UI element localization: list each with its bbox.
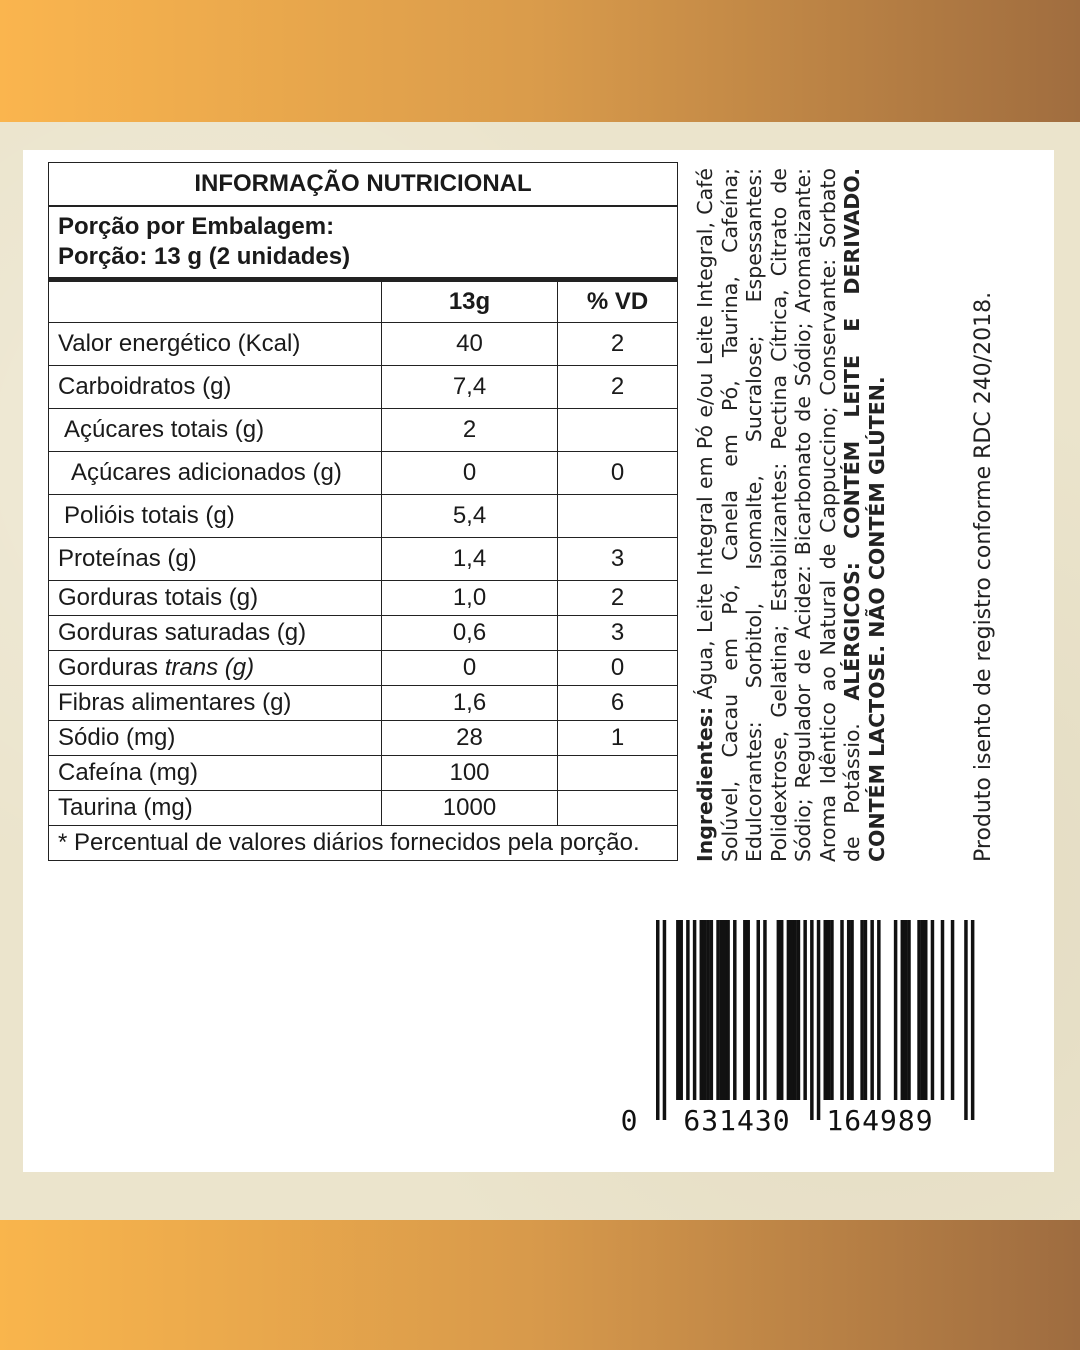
barcode-bar (894, 920, 898, 1100)
nutrient-name: Cafeína (mg) (49, 756, 382, 791)
nutrient-name: Fibras alimentares (g) (49, 686, 382, 721)
nutrient-amount: 0 (382, 452, 558, 495)
table-row (49, 756, 678, 791)
nutrient-vd: 3 (558, 616, 678, 651)
nutrient-vd (558, 495, 678, 538)
barcode-bar (971, 920, 975, 1120)
nutrient-amount: 0 (382, 651, 558, 686)
table-row (49, 323, 678, 366)
barcode-bar (706, 920, 710, 1100)
barcode-bar (720, 920, 724, 1100)
barcode-bar (793, 920, 797, 1100)
header-empty (49, 280, 382, 323)
barcode-digit-left: 0 (620, 1104, 638, 1135)
nutrient-name: Taurina (mg) (49, 791, 382, 826)
table-row (49, 616, 678, 651)
barcode-bar (663, 920, 667, 1120)
barcode-bar (787, 920, 791, 1100)
nutrient-amount: 1,0 (382, 581, 558, 616)
barcode-bar (824, 920, 828, 1100)
barcode-bar (676, 920, 680, 1100)
barcode-bar (830, 920, 834, 1100)
nutrient-amount: 7,4 (382, 366, 558, 409)
barcode-bar (907, 920, 911, 1100)
table-row (49, 651, 678, 686)
barcode-bar (847, 920, 851, 1100)
nutrient-vd (558, 756, 678, 791)
barcode-bar (951, 920, 955, 1100)
nutrient-name-italic: trans (g) (164, 654, 255, 681)
barcode-bar (797, 920, 801, 1100)
table-row (49, 791, 678, 826)
portion-package: Porção por Embalagem: (58, 213, 335, 240)
footnote-row (49, 826, 678, 861)
barcode-digits-group2: 164989 (826, 1104, 934, 1135)
barcode-digits-group1: 631430 (683, 1104, 791, 1135)
nutrient-name: Proteínas (g) (49, 538, 382, 581)
barcode-bar (850, 920, 854, 1100)
nutrient-amount: 28 (382, 721, 558, 756)
nutrient-amount: 1,6 (382, 686, 558, 721)
barcode-bar (924, 920, 928, 1100)
barcode-bar (917, 920, 921, 1100)
barcode-bar (656, 920, 660, 1120)
nutrient-amount: 1000 (382, 791, 558, 826)
barcode-bar (693, 920, 697, 1100)
ingredients-label: Ingredientes: (693, 706, 717, 862)
barcode-bar (941, 920, 945, 1100)
table-row (49, 721, 678, 756)
barcode-bar (964, 920, 968, 1120)
nutrient-vd: 2 (558, 366, 678, 409)
portion-size: Porção: 13 g (2 unidades) (58, 243, 351, 270)
table-row (49, 495, 678, 538)
nutrient-name (49, 651, 382, 686)
barcode-bar (746, 920, 750, 1100)
nutrient-vd: 3 (558, 538, 678, 581)
bottom-gradient-band (0, 1220, 1080, 1350)
barcode-bar (877, 920, 881, 1100)
barcode-bar (931, 920, 935, 1100)
barcode-bar (840, 920, 844, 1100)
top-gradient-band (0, 0, 1080, 122)
nutrition-table (48, 162, 678, 861)
table-row (49, 409, 678, 452)
barcode-bar (921, 920, 925, 1100)
registration-note: Produto isento de registro conforme RDC 240/2018. (971, 291, 996, 862)
nutrient-amount: 5,4 (382, 495, 558, 538)
barcode-bar (733, 920, 737, 1100)
header-amount: 13g (382, 280, 558, 323)
barcode-bar (700, 920, 704, 1100)
nutrient-name: Gorduras saturadas (g) (49, 616, 382, 651)
barcode-bar (901, 920, 905, 1100)
barcode (620, 915, 980, 1135)
nutrient-vd: 0 (558, 651, 678, 686)
nutrient-amount: 1,4 (382, 538, 558, 581)
barcode-bar (780, 920, 784, 1100)
barcode-bar (723, 920, 727, 1100)
header-vd: % VD (558, 280, 678, 323)
nutrient-name: Sódio (mg) (49, 721, 382, 756)
barcode-bar (679, 920, 683, 1100)
barcode-bar (790, 920, 794, 1100)
portion-info (49, 206, 678, 280)
nutrition-title: INFORMAÇÃO NUTRICIONAL (49, 163, 678, 207)
table-row (49, 686, 678, 721)
barcode-bar (777, 920, 781, 1100)
barcode-bar (716, 920, 720, 1100)
ingredients-text (693, 168, 889, 862)
barcode-bar (763, 920, 767, 1100)
table-row (49, 366, 678, 409)
nutrient-amount: 100 (382, 756, 558, 791)
barcode-bar (904, 920, 908, 1100)
nutrient-vd: 6 (558, 686, 678, 721)
table-row (49, 452, 678, 495)
nutrient-name: Gorduras totais (g) (49, 581, 382, 616)
nutrient-amount: 2 (382, 409, 558, 452)
barcode-bar (870, 920, 874, 1100)
nutrient-vd: 2 (558, 323, 678, 366)
nutrient-name: Polióis totais (g) (49, 495, 382, 538)
barcode-bar (817, 920, 821, 1120)
barcode-bar (710, 920, 714, 1100)
nutrient-name: Valor energético (Kcal) (49, 323, 382, 366)
barcode-bar (803, 920, 807, 1100)
nutrient-vd: 0 (558, 452, 678, 495)
nutrient-amount: 0,6 (382, 616, 558, 651)
nutrient-name: Carboidratos (g) (49, 366, 382, 409)
allergen-warning: ALÉRGICOS: CONTÉM LEITE E DERIVADO. CONTÉM LACTOSE. NÃO CONTÉM GLÚTEN. (840, 168, 889, 862)
barcode-bar (827, 920, 831, 1100)
nutrient-name: Açúcares adicionados (g) (49, 452, 382, 495)
nutrient-vd: 2 (558, 581, 678, 616)
nutrient-name-prefix: Gorduras (58, 654, 165, 681)
footnote: * Percentual de valores diários fornecidos pela porção. (49, 826, 678, 861)
nutrient-vd (558, 791, 678, 826)
barcode-bar (726, 920, 730, 1100)
table-row (49, 538, 678, 581)
table-header-row (49, 280, 678, 323)
nutrient-vd: 1 (558, 721, 678, 756)
barcode-bar (810, 920, 814, 1120)
barcode-bar (757, 920, 761, 1100)
ingredients-list: Água, Leite Integral em Pó e/ou Leite Integral, Café Solúvel, Cacau em Pó, Canela em Pó, Taurina, Cafeína; Edulcorantes: Sorbitol, Isomalte, Sucralose; Espessantes: Polidextrose, Gelatina; Estabilizantes: Pectina Cítrica, Citrato de Sódio; Regulador de Acidez: Bicarbonato de Sódio; Aromatizante: Aroma Idêntico ao Natural de Cappuccino; Conservante: Sorbato de Potássio. (693, 168, 864, 862)
barcode-bar (703, 920, 707, 1100)
table-row (49, 581, 678, 616)
barcode-bar (864, 920, 868, 1100)
barcode-bar (743, 920, 747, 1100)
nutrient-name: Açúcares totais (g) (49, 409, 382, 452)
nutrient-vd (558, 409, 678, 452)
barcode-bar (686, 920, 690, 1100)
barcode-bar (860, 920, 864, 1100)
nutrient-amount: 40 (382, 323, 558, 366)
barcode-bars (656, 920, 974, 1120)
